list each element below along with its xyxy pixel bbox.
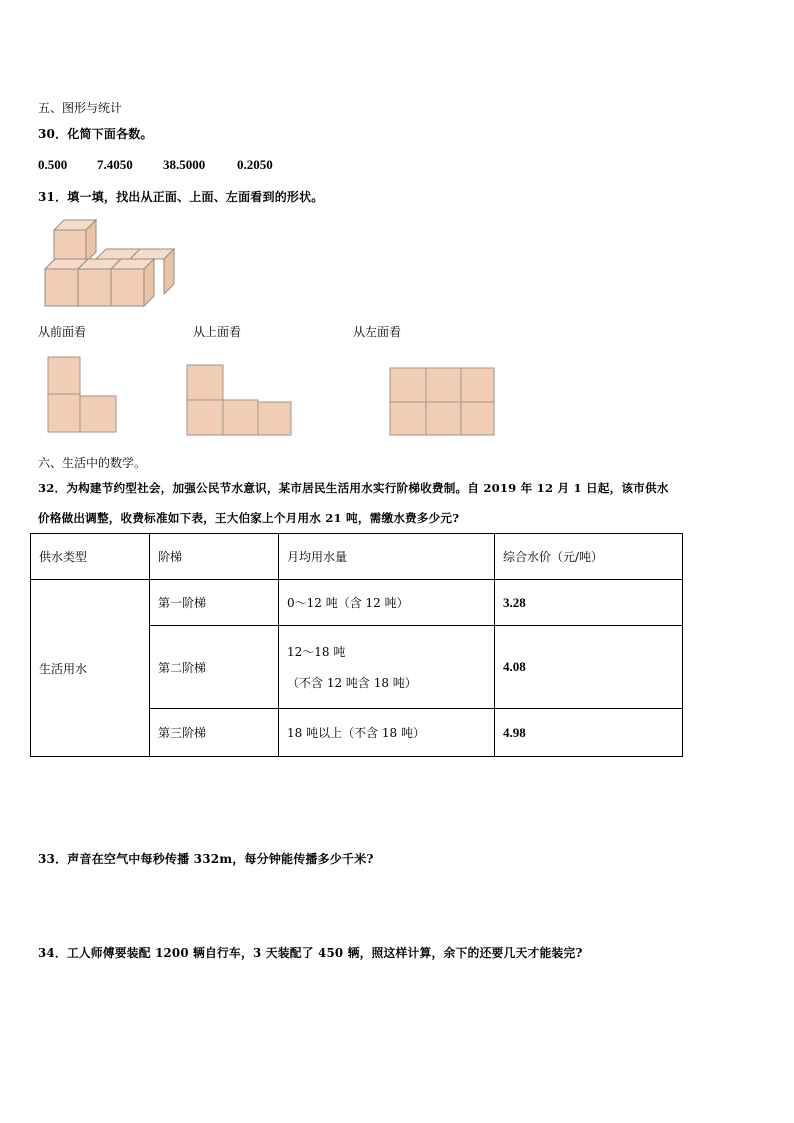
cell-usage-1: 0～12 吨（含 12 吨） bbox=[279, 580, 495, 626]
cell-usage-2-line-1: 12～18 吨 bbox=[287, 645, 346, 659]
question-32-line-1: 32．为构建节约型社会，加强公民节水意识，某市居民生活用水实行阶梯收费制。自 2019 年 12 月 1 日起，该市供水 bbox=[38, 481, 669, 495]
header-monthly-usage: 月均用水量 bbox=[279, 534, 495, 580]
cell-tier-3: 第三阶梯 bbox=[150, 709, 279, 757]
question-30: 30．化简下面各数。 bbox=[38, 127, 153, 141]
question-33: 33．声音在空气中每秒传播 332m，每分钟能传播多少千米? bbox=[38, 852, 374, 866]
q30-number-2: 7.4050 bbox=[97, 157, 133, 172]
cell-price-1: 3.28 bbox=[495, 580, 683, 626]
cell-tier-1: 第一阶梯 bbox=[150, 580, 279, 626]
cell-tier-2: 第二阶梯 bbox=[150, 626, 279, 709]
cube-stack-figure bbox=[40, 214, 175, 309]
view-label-left: 从左面看 bbox=[353, 325, 402, 339]
cell-usage-2-line-2: （不含 12 吨含 18 吨） bbox=[287, 676, 417, 690]
header-supply-type: 供水类型 bbox=[31, 534, 150, 580]
question-31: 31．填一填，找出从正面、上面、左面看到的形状。 bbox=[38, 190, 324, 204]
question-34: 34．工人师傅要装配 1200 辆自行车，3 天装配了 450 辆，照这样计算，余下的还要几天才能装完? bbox=[38, 946, 583, 960]
cell-price-2: 4.08 bbox=[495, 626, 683, 709]
cell-price-3: 4.98 bbox=[495, 709, 683, 757]
left-view-figure bbox=[389, 367, 497, 437]
question-32-line-2: 价格做出调整，收费标准如下表，王大伯家上个月用水 21 吨，需缴水费多少元? bbox=[38, 511, 460, 525]
view-label-top: 从上面看 bbox=[193, 325, 242, 339]
water-price-table bbox=[30, 533, 683, 757]
header-tier: 阶梯 bbox=[150, 534, 279, 580]
section-5-title: 五、图形与统计 bbox=[38, 101, 123, 115]
table-header-row bbox=[31, 534, 683, 580]
cell-supply-type: 生活用水 bbox=[31, 580, 150, 757]
cell-usage-2 bbox=[279, 626, 495, 709]
q30-number-4: 0.2050 bbox=[237, 157, 273, 172]
top-view-figure bbox=[186, 364, 294, 437]
view-label-front: 从前面看 bbox=[38, 325, 87, 339]
cell-usage-3: 18 吨以上（不含 18 吨） bbox=[279, 709, 495, 757]
front-view-figure bbox=[47, 356, 119, 434]
table-row bbox=[31, 580, 683, 626]
q30-number-1: 0.500 bbox=[38, 157, 68, 172]
header-price: 综合水价（元/吨） bbox=[495, 534, 683, 580]
q30-number-3: 38.5000 bbox=[163, 157, 206, 172]
section-6-title: 六、生活中的数学。 bbox=[38, 456, 147, 470]
